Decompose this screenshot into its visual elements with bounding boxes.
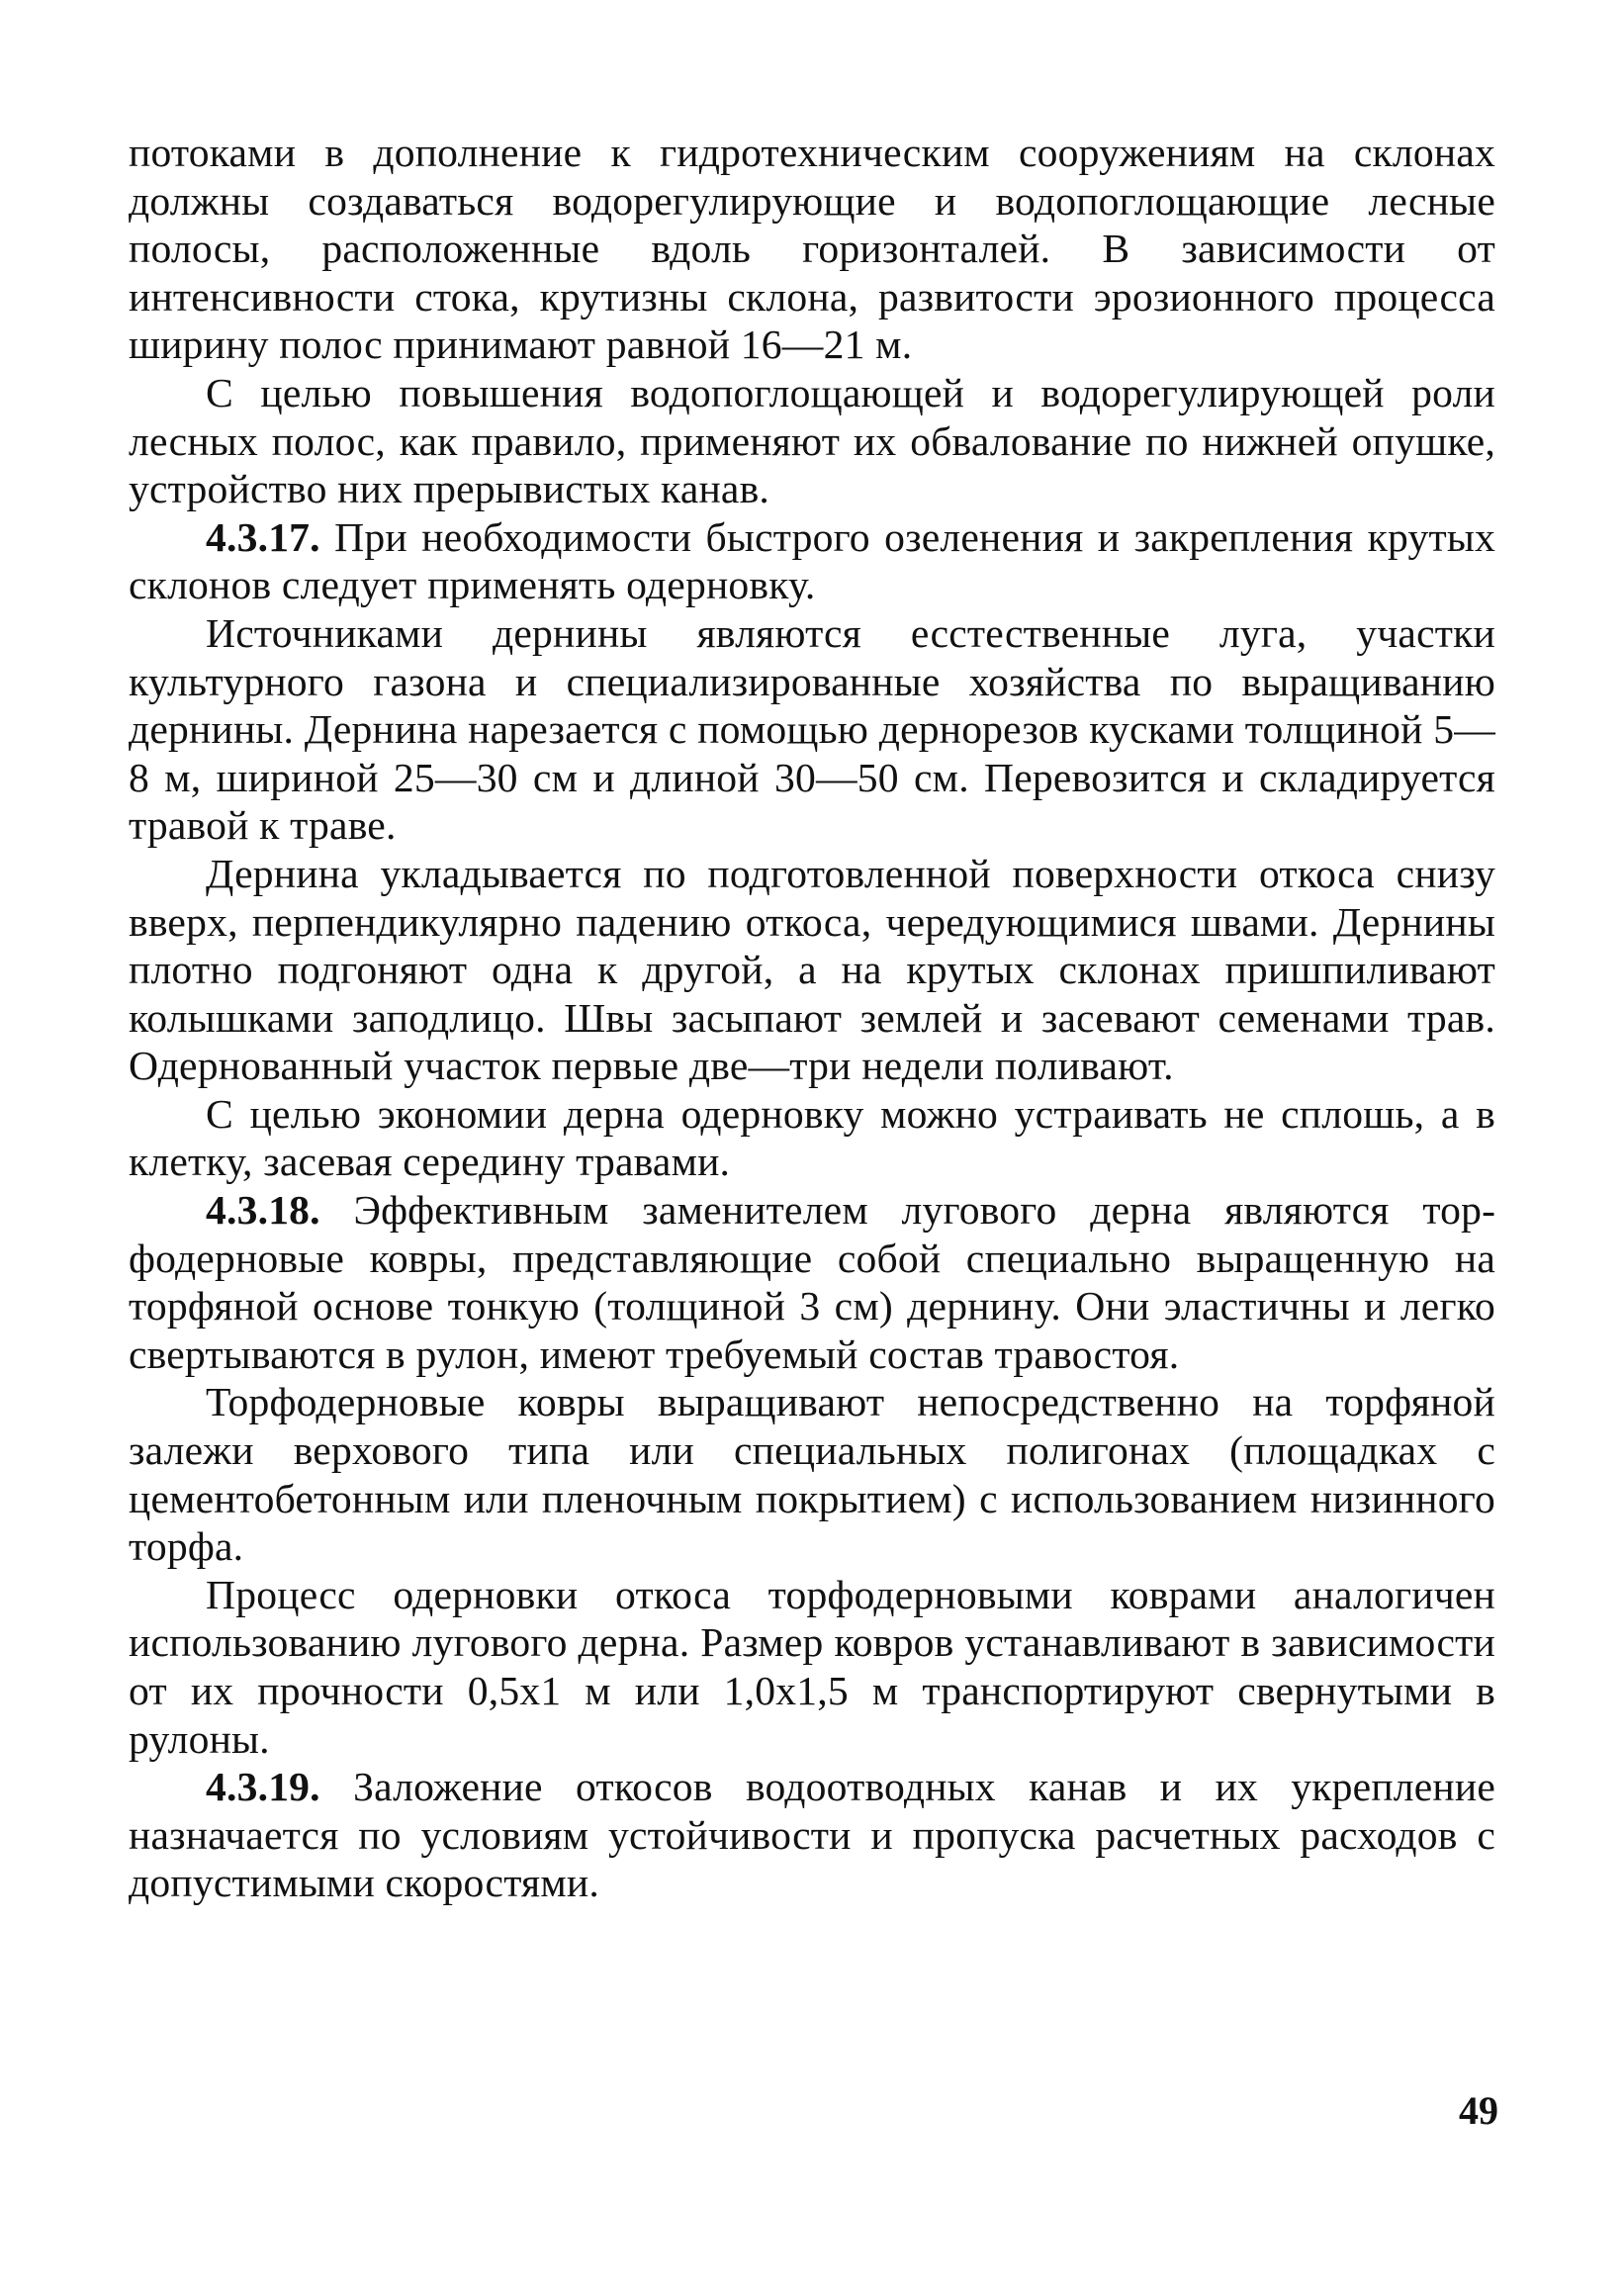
- clause-number: 4.3.17.: [206, 513, 320, 560]
- paragraph-text: потоками в дополнение к гидротехническим сооружениям на склонах должны создаваться водорегулирующие и водопоглощающие лесные полосы, расположенные вдоль горизонталей. В зависимости от интенсивности стока, крутизны склона, развитости эрозионного процесса ширину полос принимают равной 16—21 м.: [129, 130, 1495, 368]
- page-number: 49: [1459, 2088, 1498, 2133]
- clause-number: 4.3.18.: [206, 1187, 320, 1234]
- paragraph-text: Эффективным заменителем лугового дерна являются торфодерновые ковры, представляющие собой специально выращенную на торфяной основе тонкую (толщиной 3 см) дернину. Они эластичны и легко свертываются в рулон, имеют требуемый состав травостоя.: [129, 1187, 1495, 1377]
- paragraph-continuation: [129, 129, 1495, 369]
- body-text: [129, 129, 1495, 1907]
- paragraph-text: Заложение откосов водоотводных канав и их укрепление назначается по условиям устойчивости и пропуска расчетных расходов с допустимыми скоростями.: [129, 1764, 1495, 1906]
- paragraph: [129, 1571, 1495, 1763]
- paragraph-text: С целью экономии дерна одерновку можно устраивать не сплошь, а в клетку, засевая середину травами.: [129, 1090, 1495, 1185]
- clause-4-3-17: [129, 513, 1495, 609]
- paragraph-text: С целью повышения водопоглощающей и водорегулирующей роли лесных полос, как правило, применяют их обвалование по нижней опушке, устройство них прерывистых канав.: [129, 369, 1495, 512]
- paragraph: [129, 1090, 1495, 1186]
- paragraph: [129, 850, 1495, 1090]
- paragraph-text: Дернина укладывается по подготовленной поверхности откоса снизу вверх, перпендикулярно падению откоса, чередующимися швами. Дернины плотно подгоняют одна к другой, а на крутых склонах пришпиливают колышками заподлицо. Швы засыпают землей и засевают семенами трав. Одернованный участок первые две—три недели поливают.: [129, 850, 1495, 1089]
- paragraph: [129, 1378, 1495, 1570]
- paragraph: [129, 369, 1495, 513]
- clause-4-3-19: [129, 1763, 1495, 1907]
- paragraph-text: При необходимости быстрого озеленения и закрепления крутых склонов следует применять одерновку.: [129, 513, 1495, 608]
- paragraph-text: Источниками дернины являются есстественные луга, участки культурного газона и специализированные хозяйства по выращиванию дернины. Дернина нарезается с помощью дернорезов кусками толщиной 5—8 м, шириной 25—30 см и длиной 30—50 см. Перевозится и складируется травой к траве.: [129, 609, 1495, 849]
- paragraph-text: Процесс одерновки откоса торфодерновыми коврами аналогичен использованию лугового дерна. Размер ковров устанавливают в зависимости от их прочности 0,5x1 м или 1,0x1,5 м транспортируют свернутыми в рулоны.: [129, 1571, 1495, 1762]
- clause-number: 4.3.19.: [206, 1764, 320, 1810]
- paragraph-text: Торфодерновые ковры выращивают непосредственно на торфяной залежи верхового типа или специальных полигонах (площадках с цементобетонным или пленочным покрытием) с использованием низинного торфа.: [129, 1379, 1495, 1570]
- paragraph: [129, 609, 1495, 850]
- clause-4-3-18: [129, 1186, 1495, 1378]
